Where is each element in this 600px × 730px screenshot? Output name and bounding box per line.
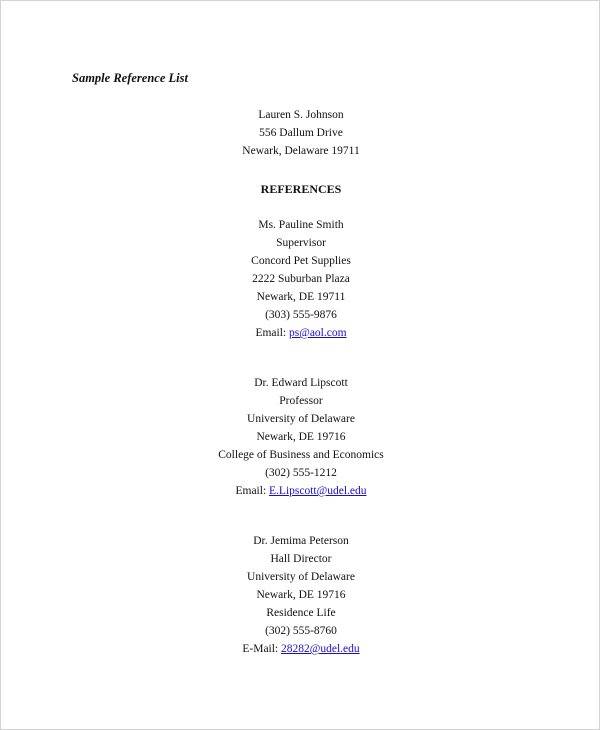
reference-organization: Concord Pet Supplies [251, 255, 351, 267]
references-heading: REFERENCES [260, 182, 342, 196]
email-label: Email: [235, 485, 270, 497]
references-heading-block [1, 180, 600, 198]
reference-organization: University of Delaware [247, 571, 355, 583]
reference-city: Newark, DE 19716 [256, 589, 346, 601]
email-link[interactable]: E.Lipscott@udel.edu [269, 485, 367, 497]
document-title: Sample Reference List [72, 71, 188, 85]
email-label: Email: [255, 327, 289, 339]
reference-name: Dr. Jemima Peterson [253, 535, 349, 547]
reference-email-line [1, 640, 600, 658]
reference-entry [1, 374, 600, 500]
reference-address: 2222 Suburban Plaza [252, 273, 350, 285]
email-label: E-Mail: [242, 643, 282, 655]
reference-phone: (302) 555-1212 [265, 467, 337, 479]
email-link[interactable]: 28282@udel.edu [281, 643, 360, 655]
reference-phone: (303) 555-9876 [265, 309, 337, 321]
reference-title: Hall Director [270, 553, 332, 565]
applicant-block [1, 106, 600, 160]
reference-phone: (302) 555-8760 [265, 625, 337, 637]
reference-name: Ms. Pauline Smith [258, 219, 344, 231]
reference-entry [1, 532, 600, 658]
reference-department: College of Business and Economics [218, 449, 384, 461]
reference-email-line [1, 482, 600, 500]
reference-city: Newark, DE 19711 [256, 291, 346, 303]
applicant-street: 556 Dallum Drive [259, 127, 343, 139]
applicant-name: Lauren S. Johnson [258, 109, 344, 121]
reference-city: Newark, DE 19716 [256, 431, 346, 443]
reference-title: Professor [279, 395, 323, 407]
reference-title: Supervisor [276, 237, 326, 249]
reference-organization: University of Delaware [247, 413, 355, 425]
reference-name: Dr. Edward Lipscott [254, 377, 348, 389]
reference-department: Residence Life [266, 607, 336, 619]
reference-email-line [1, 324, 600, 342]
applicant-city: Newark, Delaware 19711 [242, 145, 360, 157]
reference-entry [1, 216, 600, 342]
email-link[interactable]: ps@aol.com [289, 327, 347, 339]
